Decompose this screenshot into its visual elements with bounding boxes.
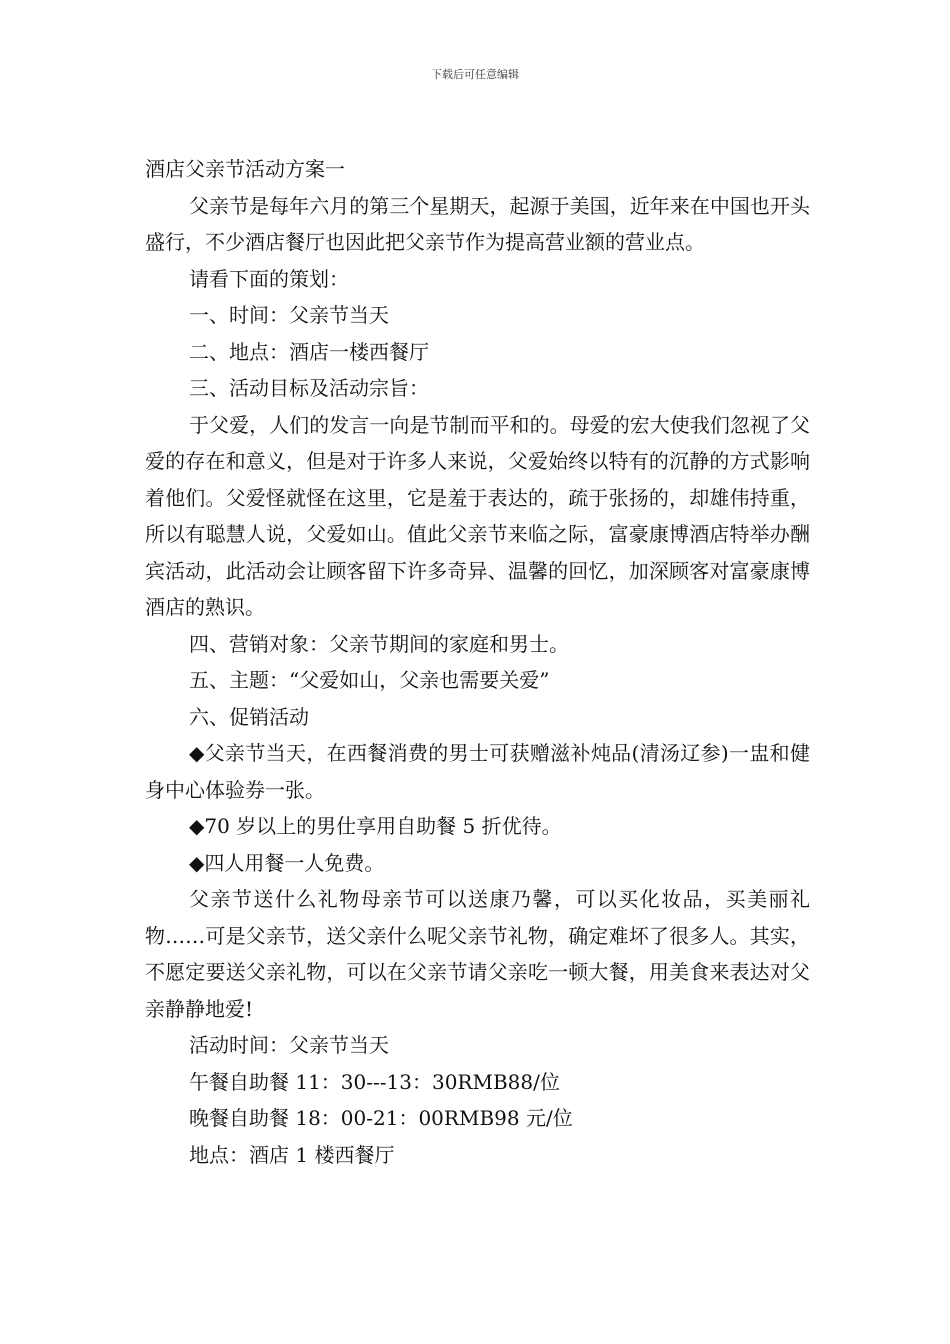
item-theme: 五、主题：“父爱如山，父亲也需要关爱” [189,668,550,692]
event-time: 活动时间：父亲节当天 [189,1033,389,1057]
paragraph-goals: 于父爱，人们的发言一向是节制而平和的。母爱的宏大使我们忽视了父爱的存在和意义，但是对于许多人来说，父爱始终以特有的沉静的方式影响着他们。父爱怪就怪在这里，它是羞于表达的，疏于张扬的，却雄伟持重，所以有聪慧人说，父爱如山。值此父亲节来临之际，富豪康博酒店特举办酬宾活动，此活动会让顾客留下许多奇异、温馨的回忆，加深顾客对富豪康博酒店的熟识。 [145,412,810,619]
event-location: 地点：酒店 1 楼西餐厅 [189,1142,395,1167]
item-time: 一、时间：父亲节当天 [189,303,389,327]
paragraph-gift-idea: 父亲节送什么礼物母亲节可以送康乃馨，可以买化妆品，买美丽礼物……可是父亲节，送父亲什么呢父亲节礼物，确定难坏了很多人。其实，不愿定要送父亲礼物，可以在父亲节请父亲吃一顿大餐，用美食来表达对父亲静静地爱! [145,887,810,1021]
promotion-item-discount: ◆70 岁以上的男仕享用自助餐 5 折优待。 [189,814,562,838]
document-title: 酒店父亲节活动方案一 [145,157,345,181]
item-target: 四、营销对象：父亲节期间的家庭和男士。 [189,631,569,656]
item-promotions-heading: 六、促销活动 [189,704,309,729]
paragraph-plan-lead: 请看下面的策划： [189,266,349,291]
document-body [145,151,810,1173]
promotion-item-free-meal: ◆四人用餐一人免费。 [189,850,385,875]
paragraph-intro: 父亲节是每年六月的第三个星期天，起源于美国，近年来在中国也开头盛行，不少酒店餐厅也因此把父亲节作为提高营业额的营业点。 [145,193,810,254]
dinner-buffet: 晚餐自助餐 18：00-21：00RMB98 元/位 [189,1106,573,1130]
item-location: 二、地点：酒店一楼西餐厅 [189,339,429,364]
promotion-item-gift: ◆父亲节当天，在西餐消费的男士可获赠滋补炖品(清汤辽参)一盅和健身中心体验券一张。 [145,741,810,802]
page-header-note: 下载后可任意编辑 [431,68,519,81]
item-goals-heading: 三、活动目标及活动宗旨： [189,376,429,400]
lunch-buffet: 午餐自助餐 11：30---13：30RMB88/位 [189,1069,560,1094]
